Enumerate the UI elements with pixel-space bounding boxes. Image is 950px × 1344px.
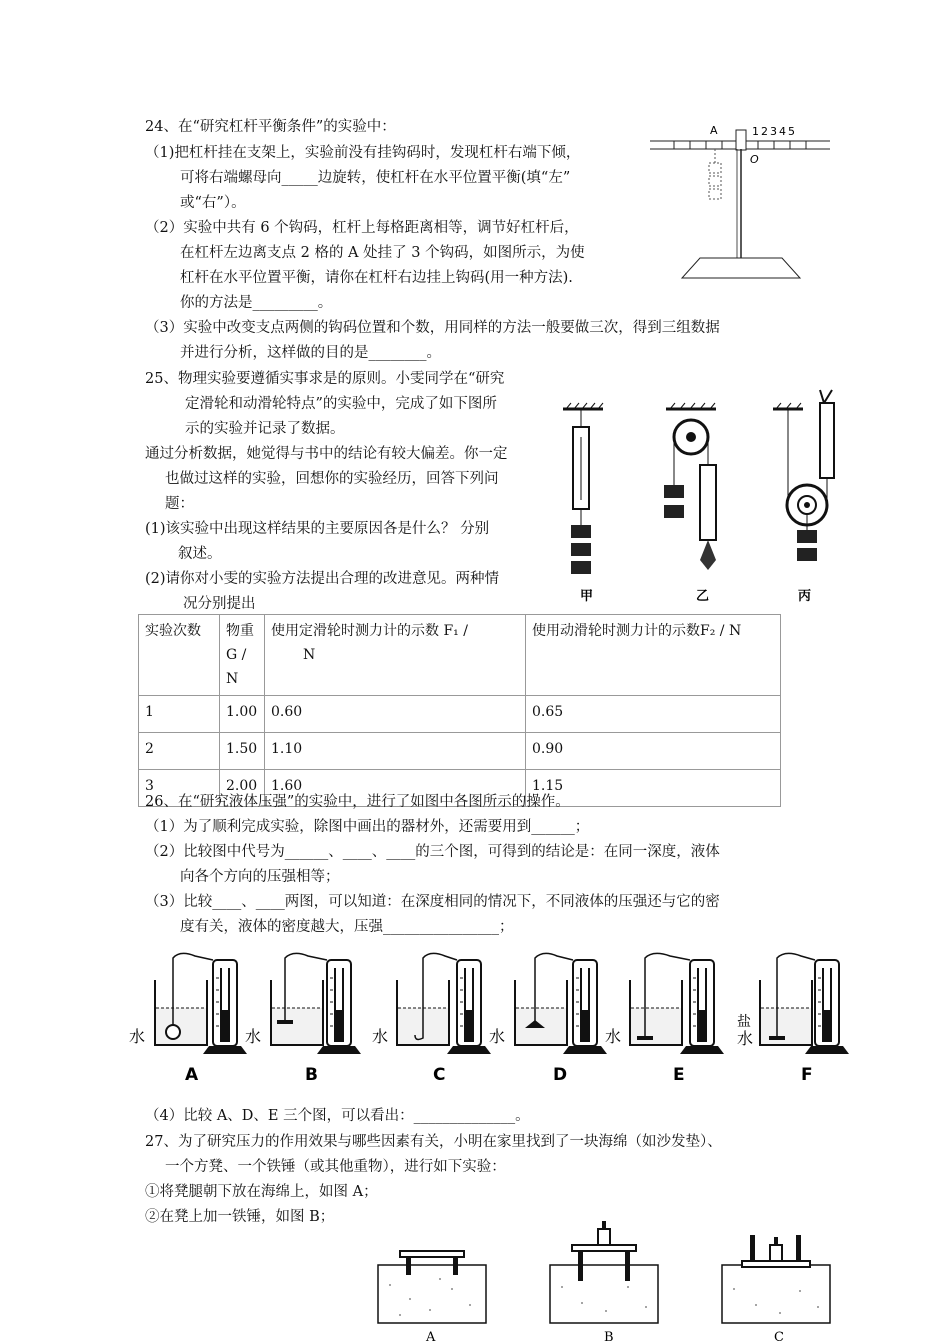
- q25-line2: 定滑轮和动滑轮特点”的实验中，完成了如下图所: [185, 396, 497, 412]
- q25-line1: 25、物理实验要遵循实事求是的原则。小雯同学在“研究: [145, 371, 505, 387]
- q26-line1: 26、在“研究液体压强”的实验中，进行了如图中各图所示的操作。: [145, 794, 570, 810]
- q24-part3-line2: 并进行分析，这样做的目的是________。: [180, 345, 441, 361]
- table-row: 3 2.00 1.60 1.15: [139, 770, 781, 807]
- q25-line6: 题：: [165, 496, 194, 512]
- q24-title: 24、在“研究杠杆平衡条件”的实验中：: [145, 119, 396, 135]
- fig-label-a: A: [185, 1065, 199, 1085]
- water-label-f: 水: [737, 1029, 754, 1048]
- q27-line3: ①将凳腿朝下放在海绵上，如图 A；: [145, 1184, 378, 1200]
- pulley-label-bing: 丙: [798, 589, 812, 604]
- lever-point-a-label: A: [710, 124, 718, 137]
- table-header-trials: 实验次数: [139, 615, 220, 696]
- water-label-b: 水: [245, 1027, 262, 1046]
- q24-part2-line2: 在杠杆左边离支点 2 格的 A 处挂了 3 个钩码，如图所示，为使: [180, 245, 585, 261]
- q26-line6: 度有关，液体的密度越大，压强________________；: [180, 919, 514, 935]
- q27-line1: 27、为了研究压力的作用效果与哪些因素有关，小明在家里找到了一块海绵（如沙发垫）、: [145, 1134, 722, 1150]
- lever-scale-numbers: 12345: [752, 125, 797, 138]
- lever-fulcrum-label: O: [750, 153, 759, 166]
- sponge-label-c: C: [774, 1330, 784, 1344]
- water-label-e: 水: [605, 1027, 622, 1046]
- q26-line2: （1）为了顺利完成实验，除图中画出的器材外，还需要用到______；: [145, 819, 590, 835]
- q24-part1-line1: （1)把杠杆挂在支架上，实验前没有挂钩码时，发现杠杆右端下倾，: [145, 145, 581, 161]
- q25-line4: 通过分析数据，她觉得与书中的结论有较大偏差。你一定: [145, 446, 508, 462]
- q26-line3: （2）比较图中代号为______、____、____的三个图，可得到的结论是：在同一深度，液体: [145, 844, 720, 860]
- table-row: 1 1.00 0.60 0.65: [139, 696, 781, 733]
- pulley-data-table: [138, 614, 781, 807]
- q24-part2-line1: （2）实验中共有 6 个钩码，杠杆上每格距离相等，调节好杠杆后，: [145, 220, 579, 236]
- q27-line2: 一个方凳、一个铁锤（或其他重物），进行如下实验：: [165, 1159, 506, 1175]
- water-label-c: 水: [372, 1027, 389, 1046]
- q26-line7: （4）比较 A、D、E 三个图，可以看出：______________。: [145, 1108, 530, 1124]
- sponge-label-a: A: [426, 1330, 436, 1344]
- fig-label-d: D: [553, 1065, 568, 1085]
- sponge-figure: [370, 1215, 850, 1344]
- q25-line7: (1)该实验中出现这样结果的主要原因各是什么？ 分别: [145, 521, 490, 537]
- pulley-label-yi: 乙: [696, 589, 710, 604]
- pulley-label-jia: 甲: [580, 589, 594, 604]
- pulley-figure: [558, 385, 848, 610]
- q25-line10: 况分别提出: [183, 596, 256, 612]
- q24-part1-line2: 可将右端螺母向_____边旋转，使杠杆在水平位置平衡(填“左”: [180, 170, 571, 186]
- q25-line9: (2)请你对小雯的实验方法提出合理的改进意见。两种情: [145, 571, 500, 587]
- q25-line3: 示的实验并记录了数据。: [185, 421, 345, 437]
- q25-line5: 也做过这样的实验，回想你的实验经历，回答下列问: [165, 471, 499, 487]
- liquid-pressure-figure: [125, 950, 865, 1090]
- water-label-a: 水: [129, 1027, 146, 1046]
- q24-part2-line3: 杠杆在水平位置平衡，请你在杠杆右边挂上钩码(用一种方法).: [180, 270, 573, 286]
- q26-line4: 向各个方向的压强相等；: [180, 869, 340, 885]
- fig-label-e: E: [673, 1065, 685, 1085]
- lever-figure: [640, 118, 840, 283]
- table-header-weight: 物重 G / N: [220, 615, 265, 696]
- sponge-label-b: B: [604, 1330, 614, 1344]
- fig-label-b: B: [305, 1065, 318, 1085]
- q27-line4: ②在凳上加一铁锤，如图 B；: [145, 1209, 335, 1225]
- q25-line8: 叙述。: [178, 546, 222, 562]
- q24-part1-line3: 或“右”）。: [180, 195, 246, 211]
- q24-part3-line1: （3）实验中改变支点两侧的钩码位置和个数，用同样的方法一般要做三次，得到三组数据: [145, 320, 720, 336]
- q26-line5: （3）比较____、____两图，可以知道：在深度相同的情况下，不同液体的压强还与它的密: [145, 894, 720, 910]
- table-header-row: [139, 615, 781, 696]
- fig-label-c: C: [433, 1065, 446, 1085]
- water-label-d: 水: [489, 1027, 506, 1046]
- table-row: 2 1.50 1.10 0.90: [139, 733, 781, 770]
- salt-label-f: 盐: [737, 1014, 751, 1030]
- table-header-movable-pulley: 使用动滑轮时测力计的示数F₂ / N: [526, 615, 781, 696]
- fig-label-f: F: [801, 1065, 813, 1085]
- table-header-fixed-pulley: 使用定滑轮时测力计的示数 F₁ / N: [265, 615, 526, 696]
- q24-part2-line4: 你的方法是_________。: [180, 295, 333, 311]
